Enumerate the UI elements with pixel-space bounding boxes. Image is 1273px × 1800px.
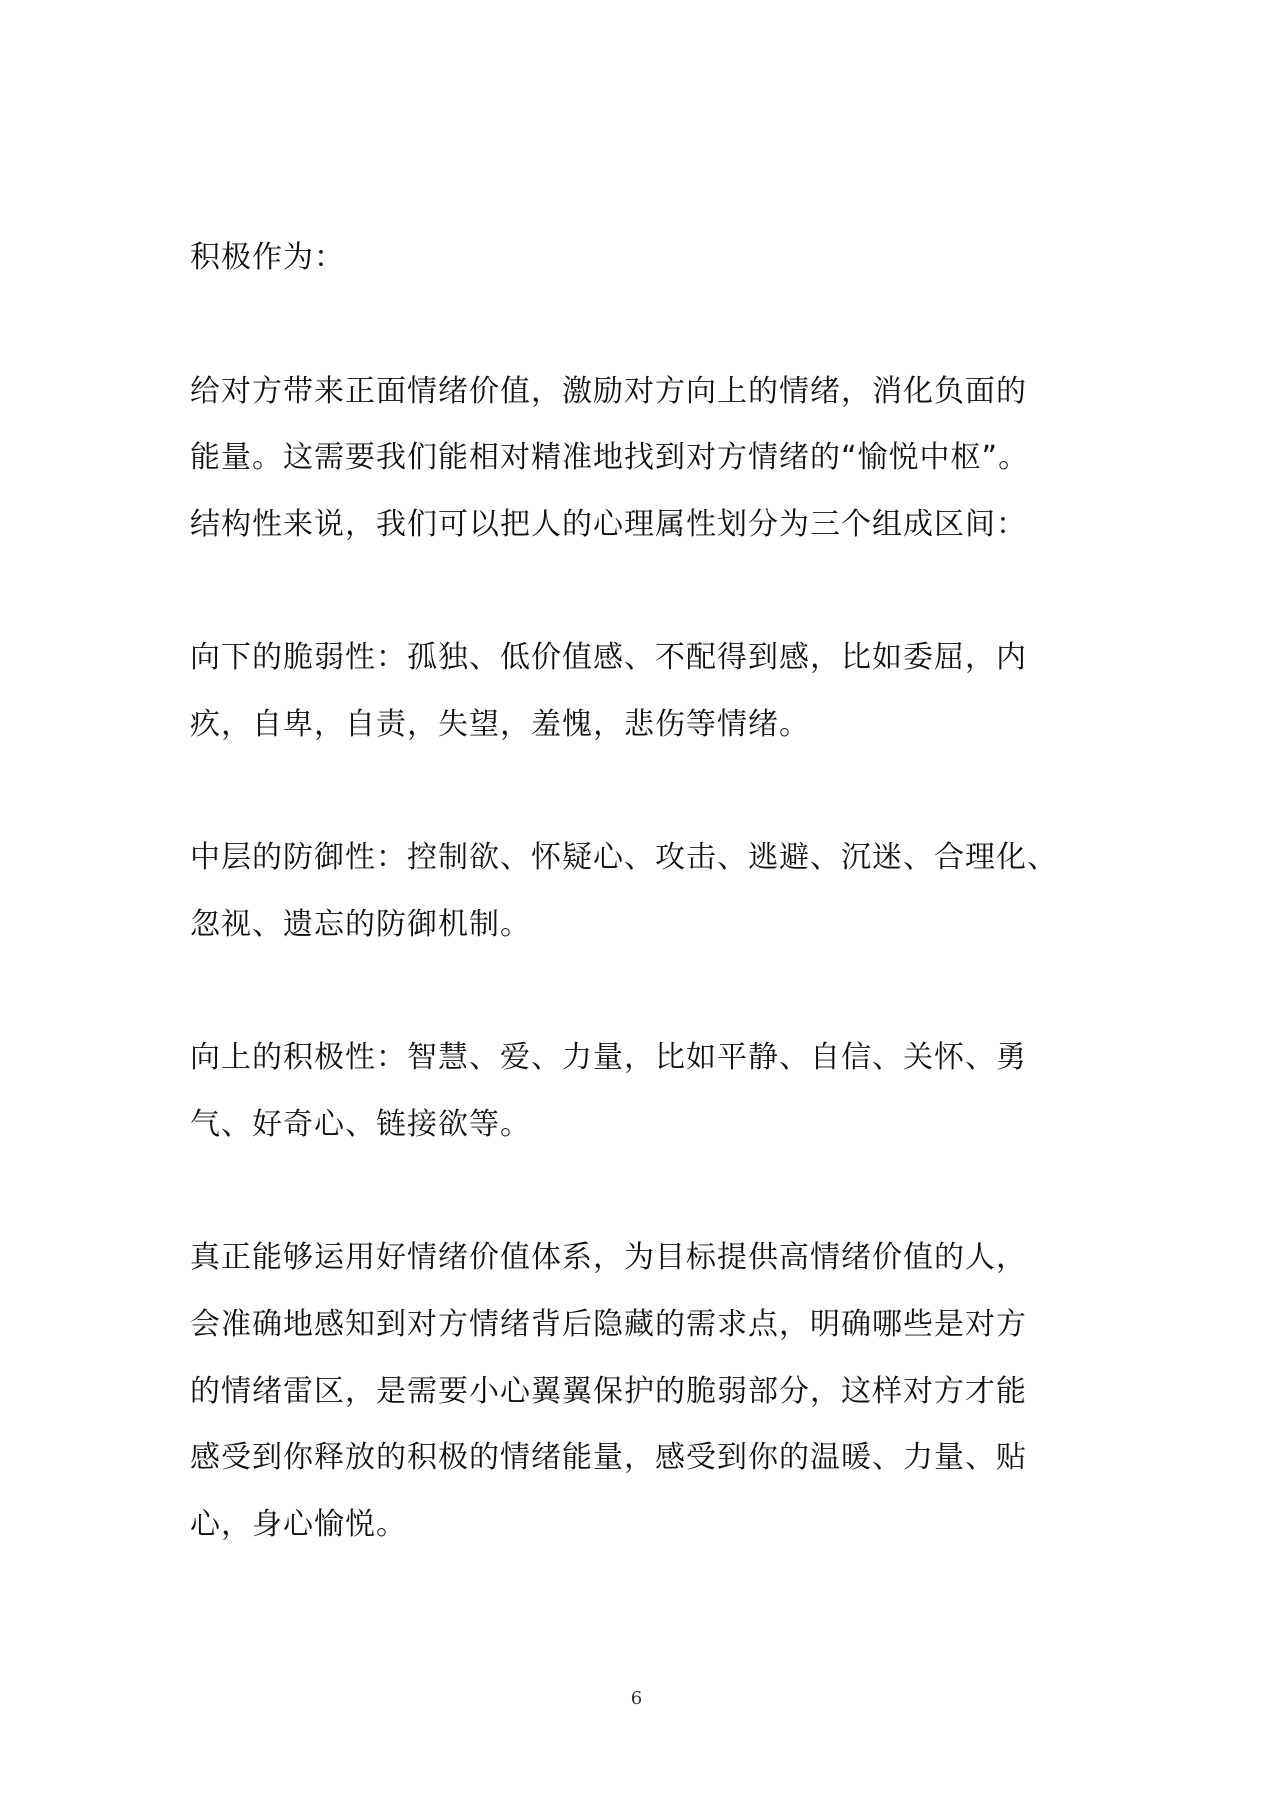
paragraph-line: 真正能够运用好情绪价值体系，为目标提供高情绪价值的人， — [190, 1240, 1027, 1275]
paragraph-line: 结构性来说，我们可以把人的心理属性划分为三个组成区间： — [190, 507, 1027, 542]
paragraph-line: 心，身心愉悦。 — [190, 1507, 407, 1542]
paragraph-line: 疚，自卑，自责，失望，羞愧，悲伤等情绪。 — [190, 707, 810, 742]
paragraph-line: 给对方带来正面情绪价值，激励对方向上的情绪，消化负面的 — [190, 374, 1027, 409]
paragraph-line: 气、好奇心、链接欲等。 — [190, 1107, 531, 1142]
section-heading: 积极作为： — [190, 240, 345, 275]
page-number: 6 — [630, 1688, 643, 1709]
paragraph-line: 能量。这需要我们能相对精准地找到对方情绪的“愉悦中枢”。 — [190, 440, 1030, 475]
paragraph-line: 向上的积极性：智慧、爱、力量，比如平静、自信、关怀、勇 — [190, 1040, 1027, 1075]
paragraph-line: 的情绪雷区，是需要小心翼翼保护的脆弱部分，这样对方才能 — [190, 1374, 1027, 1409]
paragraph-line: 向下的脆弱性：孤独、低价值感、不配得到感，比如委屈，内 — [190, 640, 1027, 675]
paragraph-line: 忽视、遗忘的防御机制。 — [190, 907, 531, 942]
paragraph-line: 中层的防御性：控制欲、怀疑心、攻击、逃避、沉迷、合理化、 — [190, 840, 1058, 875]
paragraph-line: 感受到你释放的积极的情绪能量，感受到你的温暖、力量、贴 — [190, 1440, 1027, 1475]
paragraph-line: 会准确地感知到对方情绪背后隐藏的需求点，明确哪些是对方 — [190, 1307, 1027, 1342]
